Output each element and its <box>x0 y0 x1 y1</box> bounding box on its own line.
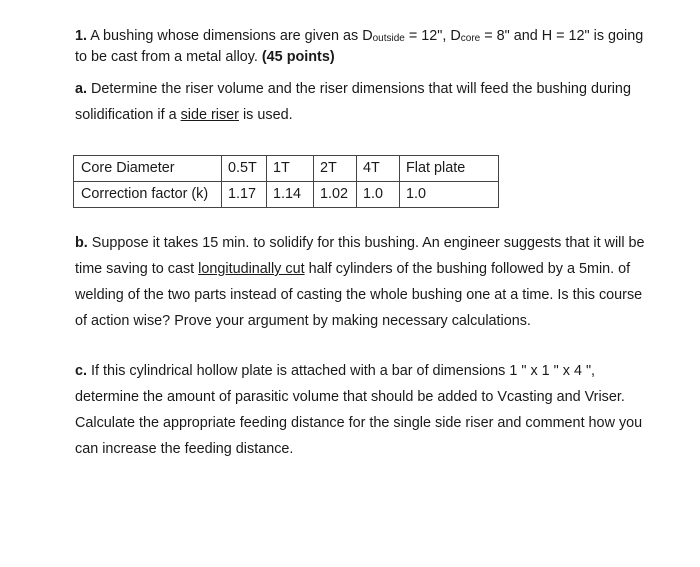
part-a-text-1: Determine the riser volume and the riser dimensions that will feed the bushing during solidification if a <box>75 81 631 123</box>
table-cell: 1.0 <box>400 182 499 208</box>
part-b-text-2: half cylinders of the bushing followed by a 5min. of welding of the two parts instead of casting the whole bushing one at a time. Is this course of action wise? Prove your argument by making necessary calculations. <box>75 261 643 329</box>
table-cell: 1.0 <box>357 182 400 208</box>
part-c-label: c. <box>75 363 88 379</box>
part-b-text-1: Suppose it takes 15 min. to solidify for this bushing. An engineer suggests that it will be time saving to cast <box>75 235 645 277</box>
table-row <box>74 182 499 208</box>
question-intro-3: = 8" and H = 12" is going to be cast from a metal alloy. <box>75 28 644 65</box>
part-a-label: a. <box>75 81 88 97</box>
table-cell: Core Diameter <box>74 156 222 182</box>
table-cell: Correction factor (k) <box>74 182 222 208</box>
table-cell: 1.17 <box>222 182 267 208</box>
part-b-paragraph <box>75 230 655 334</box>
part-b-underlined: longitudinally cut <box>198 261 305 277</box>
subscript-core: core <box>460 33 481 44</box>
table-cell: 2T <box>314 156 357 182</box>
question-heading <box>75 27 655 66</box>
question-intro-2: = 12", D <box>404 28 461 44</box>
part-a-paragraph <box>75 76 655 128</box>
part-a-text-2: is used. <box>238 107 293 123</box>
table-cell: 0.5T <box>222 156 267 182</box>
part-b-label: b. <box>75 235 88 251</box>
part-c-paragraph <box>75 358 655 462</box>
question-points: (45 points) <box>261 49 335 65</box>
table-cell: 1.14 <box>267 182 314 208</box>
table-header-row <box>74 156 499 182</box>
subscript-outside: outside <box>372 33 405 44</box>
question-number: 1. <box>75 28 88 44</box>
part-a-underlined: side riser <box>180 107 239 123</box>
table-cell: Flat plate <box>400 156 499 182</box>
part-c-text: If this cylindrical hollow plate is attached with a bar of dimensions 1 " x 1 " x 4 ", determine the amount of parasitic volume that should be added to Vcasting and Vriser. Calculate the appropriate feeding distance for the single side riser and comment how you can increase the feeding distance. <box>75 363 643 457</box>
table-cell: 4T <box>357 156 400 182</box>
table-cell: 1T <box>267 156 314 182</box>
question-intro-1: A bushing whose dimensions are given as D <box>87 28 373 44</box>
correction-factor-table <box>73 155 499 208</box>
table-cell: 1.02 <box>314 182 357 208</box>
